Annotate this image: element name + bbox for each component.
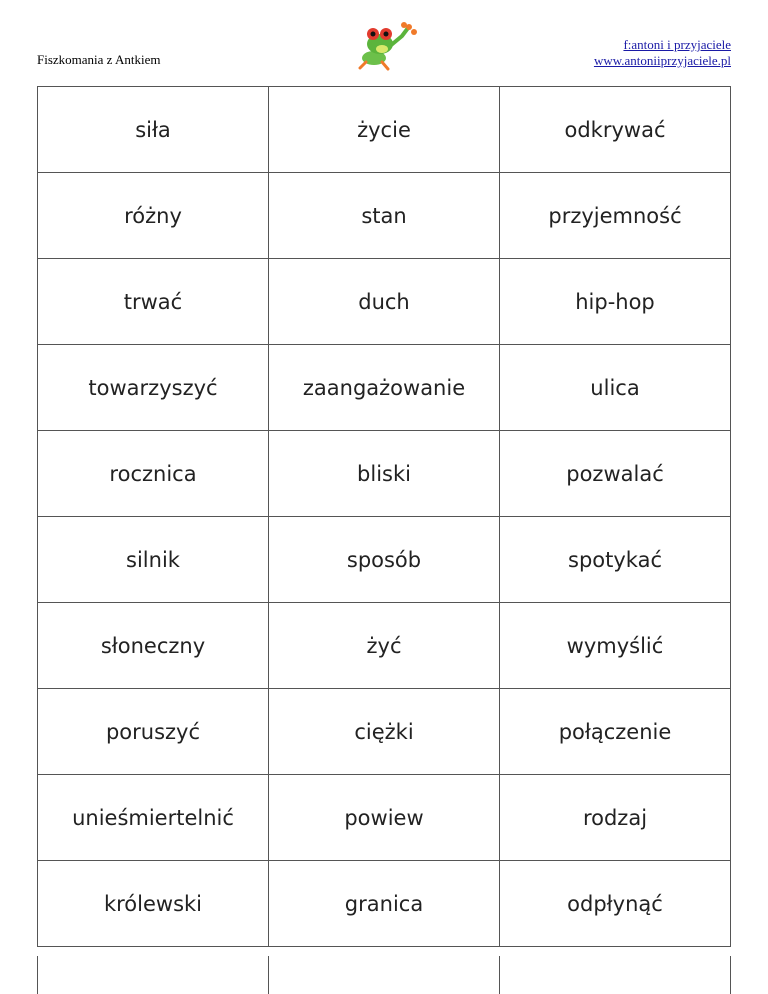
card-row	[37, 259, 731, 345]
card-row	[37, 689, 731, 775]
column-divider	[37, 956, 268, 994]
flashcard: życie	[268, 87, 499, 172]
flashcard: połączenie	[499, 689, 731, 774]
card-row	[37, 173, 731, 259]
card-row	[37, 431, 731, 517]
card-row	[37, 345, 731, 431]
flashcard-grid	[37, 86, 731, 947]
card-row	[37, 775, 731, 861]
flashcard: granica	[268, 861, 499, 946]
flashcard: żyć	[268, 603, 499, 688]
flashcard: hip-hop	[499, 259, 731, 344]
card-row	[37, 517, 731, 603]
card-row	[37, 603, 731, 689]
card-row	[37, 861, 731, 947]
flashcard: wymyślić	[499, 603, 731, 688]
flashcard: stan	[268, 173, 499, 258]
flashcard: towarzyszyć	[37, 345, 268, 430]
facebook-link[interactable]: f:antoni i przyjaciele	[623, 37, 731, 52]
flashcard: siła	[37, 87, 268, 172]
flashcard: królewski	[37, 861, 268, 946]
flashcard: różny	[37, 173, 268, 258]
frog-icon	[356, 22, 418, 72]
website-link[interactable]: www.antoniiprzyjaciele.pl	[593, 53, 731, 68]
column-divider	[499, 956, 731, 994]
card-row	[37, 87, 731, 173]
flashcard: rodzaj	[499, 775, 731, 860]
flashcard: ulica	[499, 345, 731, 430]
flashcard: bliski	[268, 431, 499, 516]
document-title: Fiszkomania z Antkiem	[37, 52, 161, 67]
flashcard: pozwalać	[499, 431, 731, 516]
flashcard: trwać	[37, 259, 268, 344]
flashcard: duch	[268, 259, 499, 344]
flashcard: silnik	[37, 517, 268, 602]
column-divider	[268, 956, 499, 994]
flashcard: poruszyć	[37, 689, 268, 774]
header-links	[594, 37, 731, 69]
flashcard: odkrywać	[499, 87, 731, 172]
flashcard: zaangażowanie	[268, 345, 499, 430]
flashcard: słoneczny	[37, 603, 268, 688]
flashcard: powiew	[268, 775, 499, 860]
flashcard: unieśmiertelnić	[37, 775, 268, 860]
grid-continuation	[37, 956, 731, 994]
flashcard: odpłynąć	[499, 861, 731, 946]
flashcard: przyjemność	[499, 173, 731, 258]
flashcard: sposób	[268, 517, 499, 602]
flashcard: rocznica	[37, 431, 268, 516]
flashcard: ciężki	[268, 689, 499, 774]
flashcard: spotykać	[499, 517, 731, 602]
